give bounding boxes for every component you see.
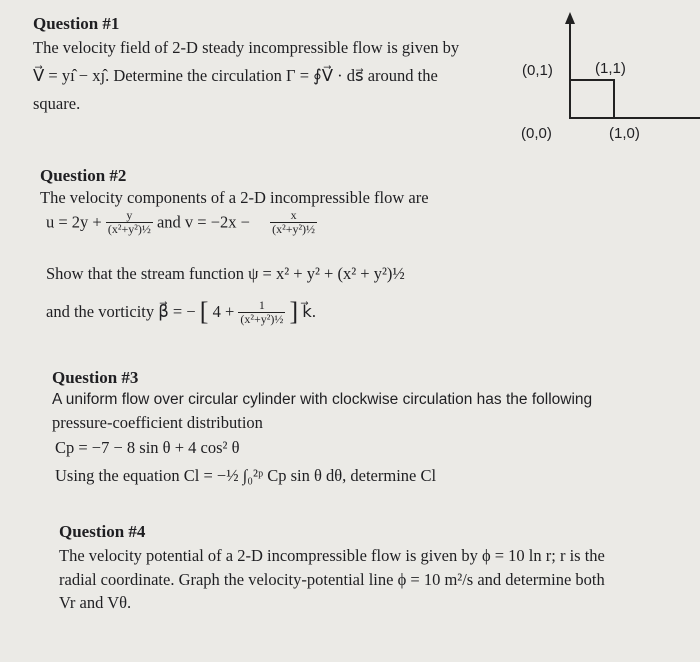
q1-line1: The velocity field of 2-D steady incompressible flow is given by bbox=[33, 38, 460, 57]
q4-heading: Question #4 bbox=[59, 522, 146, 541]
right-bracket: ] bbox=[289, 297, 299, 326]
q3-line2: pressure-coefficient distribution bbox=[52, 413, 263, 432]
q2-velocity-eq bbox=[46, 209, 317, 236]
u-denominator: (x²+y²)½ bbox=[107, 222, 151, 236]
label-bottom-left: (0,0) bbox=[521, 125, 552, 142]
q4-line1: The velocity potential of a 2-D incompressible flow is given by ϕ = 10 ln r; r is the bbox=[59, 546, 605, 565]
vort-lhs: and the vorticity β⃗ = − bbox=[46, 302, 196, 321]
unit-square bbox=[570, 80, 614, 118]
q2-heading: Question #2 bbox=[40, 166, 127, 185]
u-lhs: u = 2y + bbox=[46, 212, 102, 232]
label-bottom-right: (1,0) bbox=[609, 125, 640, 142]
v-denominator: (x²+y²)½ bbox=[272, 222, 316, 236]
q2-line1: The velocity components of a 2-D incompressible flow are bbox=[40, 188, 429, 207]
vort-fraction bbox=[238, 299, 285, 326]
left-bracket: [ bbox=[199, 297, 209, 326]
q4-line3: Vr and Vθ. bbox=[59, 593, 132, 612]
q2-stream-line: Show that the stream function ψ = x² + y² + (x² + y²)½ bbox=[46, 264, 405, 283]
v-numerator: x bbox=[270, 209, 317, 223]
q3-heading: Question #3 bbox=[52, 368, 139, 387]
q1-heading: Question #1 bbox=[33, 14, 120, 33]
and-v: and v = −2x − bbox=[156, 212, 250, 232]
label-top-right: (1,1) bbox=[595, 60, 626, 77]
vort-numerator: 1 bbox=[238, 299, 285, 313]
y-axis-arrowhead bbox=[565, 12, 575, 24]
q2-vorticity-eq bbox=[46, 297, 316, 327]
q3-line1: A uniform flow over circular cylinder with clockwise circulation has the following bbox=[52, 391, 593, 408]
q1-line3: square. bbox=[33, 94, 81, 113]
vort-denominator: (x²+y²)½ bbox=[240, 311, 284, 326]
q1-line2: V⃗ = yı̂ − xȷ̂. Determine the circulation Γ = ∮V⃗ · ds⃗ around the bbox=[33, 66, 438, 85]
vort-inner: 4 + bbox=[212, 302, 235, 321]
u-fraction bbox=[106, 209, 153, 236]
u-numerator: y bbox=[106, 209, 153, 223]
q3-line3: Cp = −7 − 8 sin θ + 4 cos² θ bbox=[55, 438, 240, 457]
vort-tail: k⃗. bbox=[302, 302, 316, 321]
q3-line4: Using the equation Cl = −½ ∫₀²ᵖ Cp sin θ dθ, determine Cl bbox=[55, 466, 437, 485]
label-top-left: (0,1) bbox=[522, 62, 553, 79]
q4-line2: radial coordinate. Graph the velocity-potential line ϕ = 10 m²/s and determine both bbox=[59, 570, 605, 589]
v-fraction bbox=[270, 209, 317, 236]
